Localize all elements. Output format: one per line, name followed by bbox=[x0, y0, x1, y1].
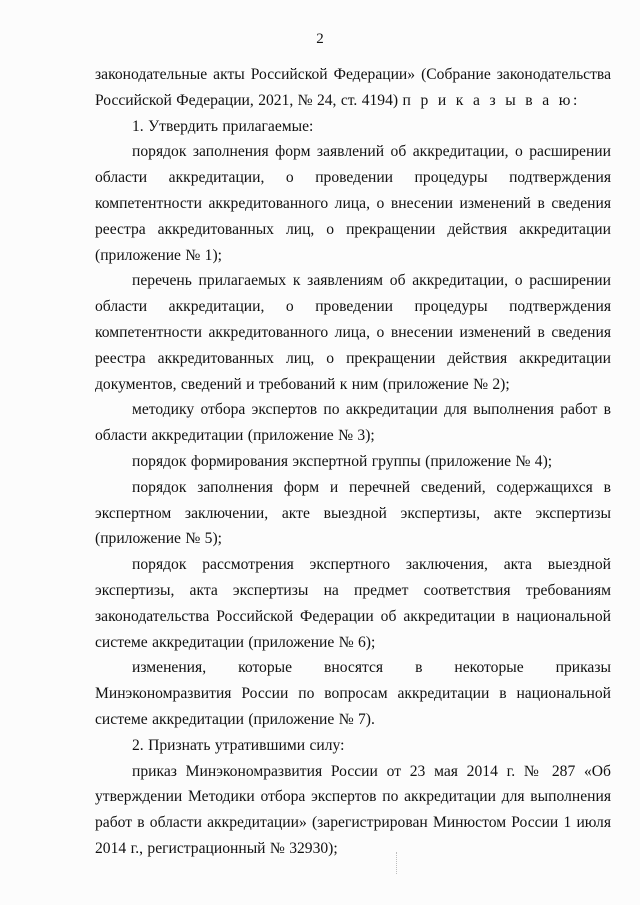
approved-item-1: порядок заполнения форм заявлений об аккредитации, о расширении области аккредитации, о проведении процедуры подтверждения компетентности аккредитованного лица, о внесении изменений в сведения реестра аккредитованных лиц, о прекращении действия аккредитации (приложение № 1); bbox=[95, 143, 611, 264]
repealed-item-1: приказ Минэкономразвития России от 23 мая 2014 г. № 287 «Об утверждении Методики отбора экспертов по аккредитации для выполнения работ в области аккредитации» (зарегистрирован Минюстом России 1 июля 2014 г., регистрационный № 32930); bbox=[95, 762, 611, 857]
approved-item-5: порядок заполнения форм и перечней сведений, содержащихся в экспертном заключении, акте выездной экспертизы, акте экспертизы (приложение № 5); bbox=[95, 478, 611, 548]
document-body bbox=[95, 62, 611, 862]
approved-item-6: порядок рассмотрения экспертного заключения, акта выездной экспертизы, акта экспертизы на предмет соответствия требованиям законодательства Российской Федерации об аккредитации в национальной системе аккредитации (приложение № 6); bbox=[95, 556, 611, 651]
approved-item-4: порядок формирования экспертной группы (приложение № 4); bbox=[132, 452, 553, 470]
order-word: п р и к а з ы в а ю: bbox=[402, 91, 580, 109]
section-1-heading: 1. Утвердить прилагаемые: bbox=[132, 117, 314, 135]
approved-item-7: изменения, которые вносятся в некоторые приказы Минэкономразвития России по вопросам аккредитации в национальной системе аккредитации (приложение № 7). bbox=[95, 659, 611, 728]
page-number: 2 bbox=[316, 31, 324, 47]
approved-item-2: перечень прилагаемых к заявлениям об аккредитации, о расширении области аккредитации, о проведении процедуры подтверждения компетентности аккредитованного лица, о внесении изменений в сведения реестра аккредитованных лиц, о прекращении действия аккредитации документов, сведений и требований к ним (приложение № 2); bbox=[95, 272, 611, 393]
scan-artifact bbox=[396, 852, 398, 874]
intro-text: законодательные акты Российской Федерации» (Собрание законодательства Российской Федерации, 2021, № 24, ст. 4194) bbox=[95, 66, 611, 109]
intro-paragraph bbox=[95, 62, 611, 114]
approved-item-3: методику отбора экспертов по аккредитации для выполнения работ в области аккредитации (приложение № 3); bbox=[95, 401, 611, 445]
section-2-heading: 2. Признать утратившими силу: bbox=[132, 736, 345, 754]
